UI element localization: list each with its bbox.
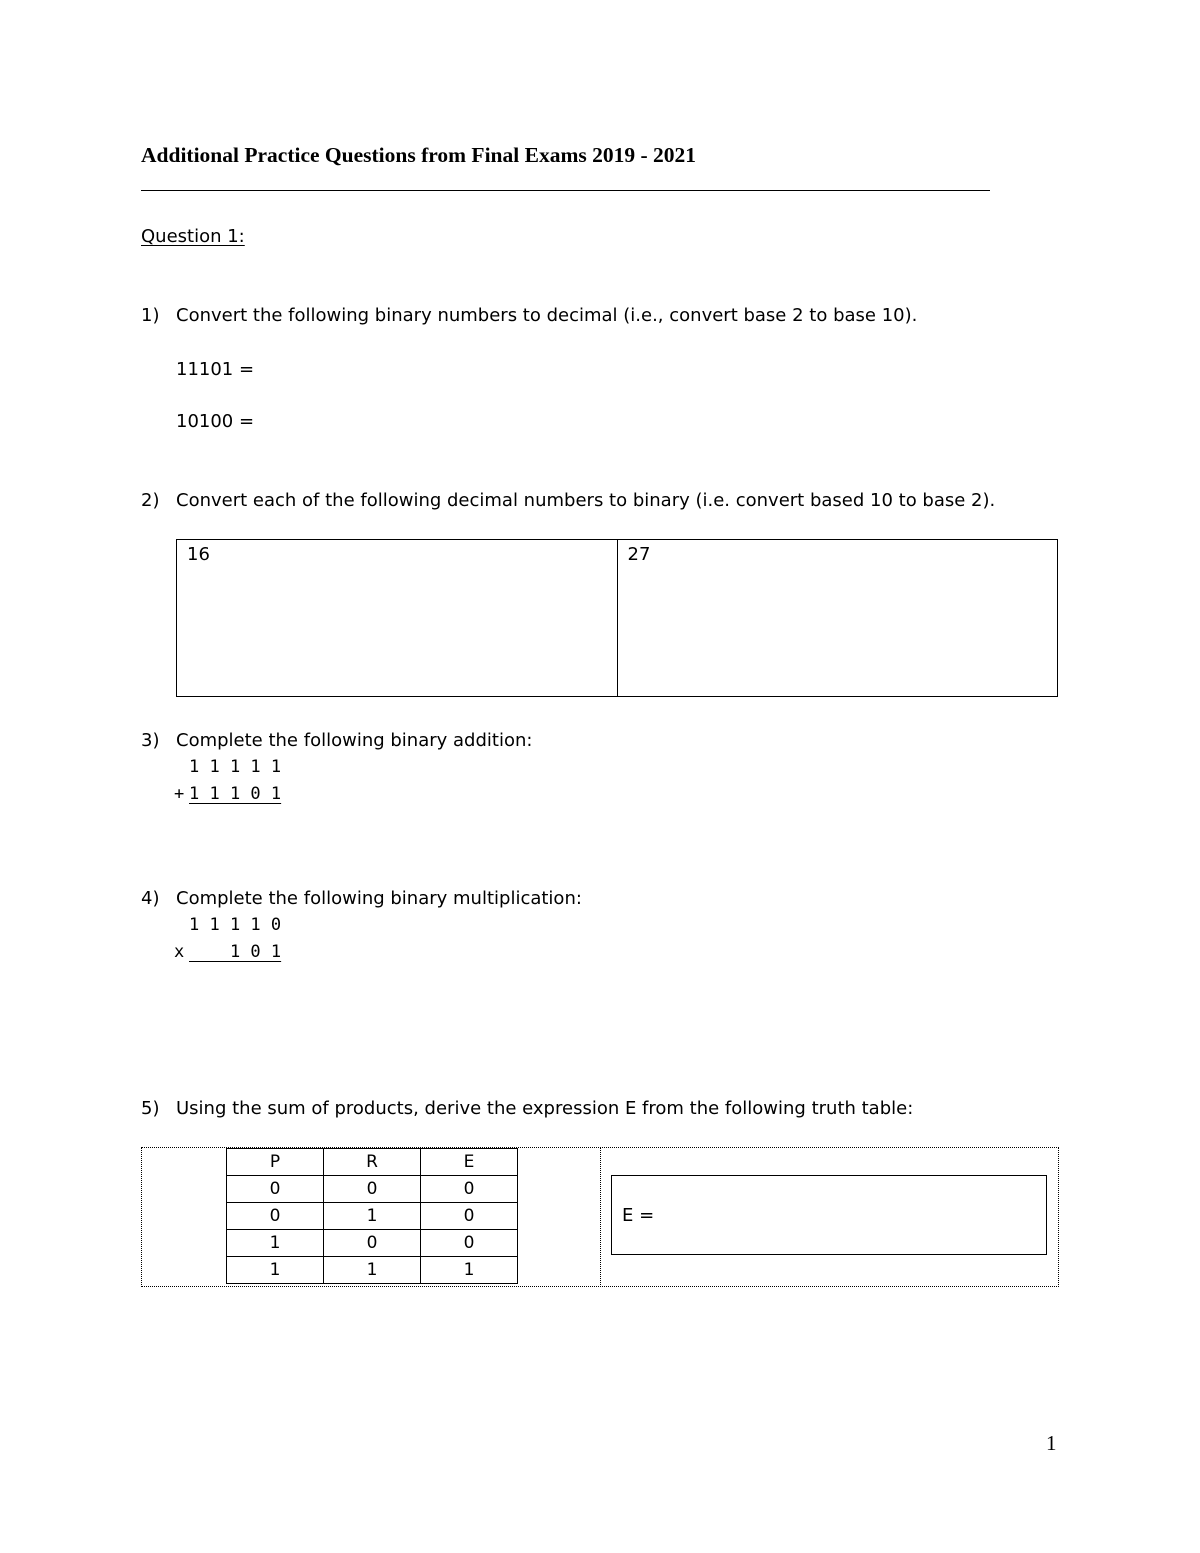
q5-prompt: Using the sum of products, derive the expression E from the following truth table: [176,1098,914,1119]
table-row [227,1257,518,1284]
q2-cell-27: 27 [617,540,1058,696]
table-cell: 1 [227,1257,324,1284]
q4-operator: x [174,942,185,962]
q4-multiplier: 1 0 1 [189,942,282,962]
q3-prompt: Complete the following binary addition: [176,730,533,751]
q4-number: 4) [141,888,160,909]
q4-prompt: Complete the following binary multiplication: [176,888,582,909]
table-cell: 1 [324,1203,421,1230]
table-cell: 0 [421,1176,518,1203]
table-cell: 0 [324,1176,421,1203]
expression-answer-box [611,1175,1047,1255]
table-cell: 0 [324,1230,421,1257]
expression-label: E = [622,1204,655,1226]
header-r: R [324,1149,421,1176]
table-row [227,1203,518,1230]
table-row [227,1176,518,1203]
q2-cell-16: 16 [187,544,210,565]
truth-table [226,1148,518,1284]
q3-operator: + [174,784,185,804]
q5-number: 5) [141,1098,160,1119]
q5-layout-divider [600,1147,601,1287]
table-row [227,1230,518,1257]
table-cell: 0 [227,1203,324,1230]
table-cell: 0 [421,1203,518,1230]
q4-multiplicand: 1 1 1 1 0 [189,915,282,935]
q2-number: 2) [141,490,160,511]
q3-addend-1: 1 1 1 1 1 [189,757,282,777]
document-title: Additional Practice Questions from Final Exams 2019 - 2021 [141,143,697,167]
q2-answer-table [176,539,1058,697]
header-p: P [227,1149,324,1176]
table-cell: 0 [227,1176,324,1203]
question-heading: Question 1: [141,226,245,247]
q1-prompt: Convert the following binary numbers to decimal (i.e., convert base 2 to base 10). [176,305,918,326]
table-cell: 1 [324,1257,421,1284]
q1-item-1: 11101 = [176,359,255,380]
table-cell: 1 [421,1257,518,1284]
title-rule [141,190,990,191]
page-number: 1 [1046,1431,1057,1455]
q3-addend-2: 1 1 1 0 1 [189,784,282,804]
q2-prompt: Convert each of the following decimal numbers to binary (i.e. convert based 10 to base 2). [176,490,996,511]
q1-item-2: 10100 = [176,411,255,432]
q1-number: 1) [141,305,160,326]
q3-number: 3) [141,730,160,751]
header-e: E [421,1149,518,1176]
table-cell: 0 [421,1230,518,1257]
table-cell: 1 [227,1230,324,1257]
truth-table-header-row [227,1149,518,1176]
